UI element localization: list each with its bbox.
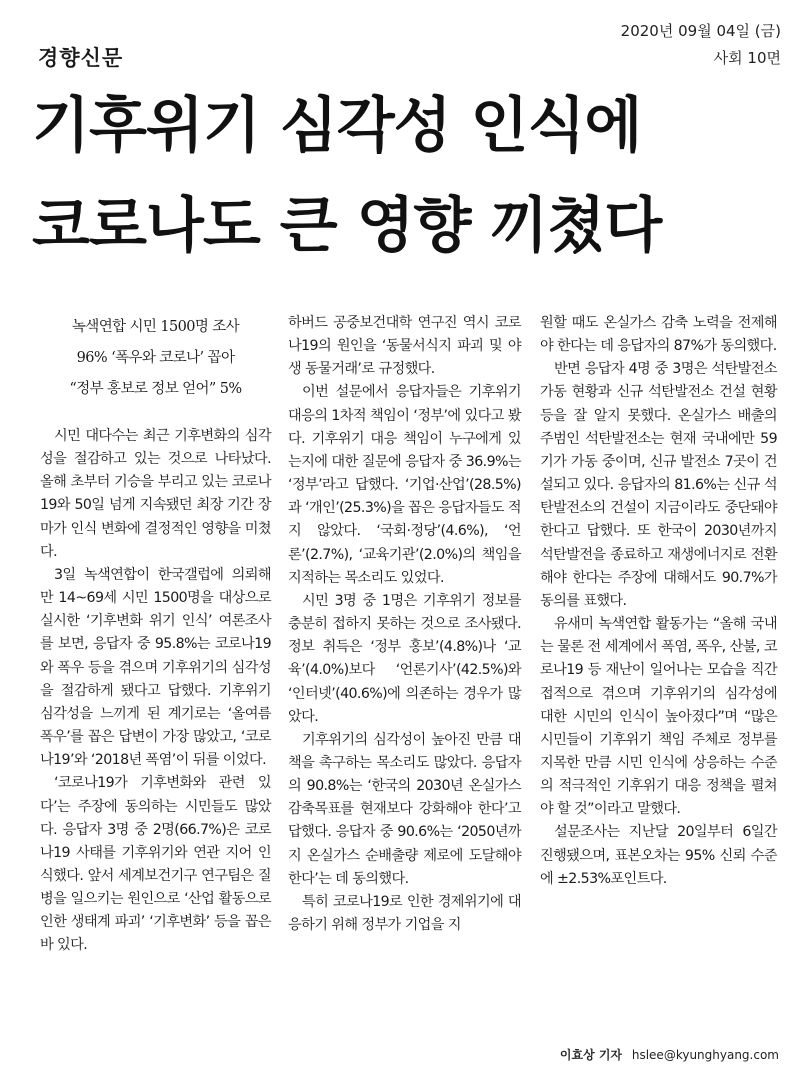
- article-paragraph: 하버드 공중보건대학 연구진 역시 코로나19의 원인을 ‘동물서식지 파괴 및 야생 동물거래’로 규정했다.: [288, 315, 521, 378]
- byline: [560, 1046, 779, 1063]
- reporter-name: 이효상 기자: [559, 1048, 623, 1062]
- section-page: 사회 10면: [713, 49, 781, 67]
- subhead-line: 96% ‘폭우와 코로나’ 꼽아: [76, 350, 235, 366]
- article-paragraph: 특히 코로나19로 인한 경제위기에 대응하기 위해 정부가 기업을 지: [288, 893, 521, 934]
- dateline: [621, 18, 781, 72]
- article-paragraph: ‘코로나19가 기후변화와 관련 있다’는 주장에 동의하는 시민들도 많았다. 응답자 3명 중 2명(66.7%)은 코로나19 사태를 기후위기와 연관 지어 인식했다. 앞서 세계보건기구 연구팀은 질병을 일으키는 원인으로 ‘산업 활동으로 인한 생태계 파괴’ ‘기후변화’ 등을 꼽은 바 있다.: [40, 775, 271, 954]
- article-paragraph: 기후위기의 심각성이 높아진 만큼 대책을 촉구하는 목소리도 많았다. 응답자의 90.8%는 ‘한국의 2030년 온실가스 감축목표를 현재보다 강화해야 한다’고 답했다. 응답자 중 90.6%는 ‘2050년까지 온실가스 순배출량 제로에 도달해야 한다’는 데 동의했다.: [288, 731, 521, 887]
- subheadline: [40, 312, 271, 405]
- headline-line-1: 기후위기 심각성 인식에: [32, 91, 642, 161]
- headline-line-2: 코로나도 큰 영향 끼쳤다: [32, 191, 662, 261]
- article-paragraph: 이번 설문에서 응답자들은 기후위기 대응의 1차적 책임이 ‘정부’에 있다고 봤다. 기후위기 대응 책임이 누구에게 있는지에 대한 질문에 응답자 중 36.9%는 ‘정부’라고 답했다. ‘기업·산업’(28.5%)과 ‘개인’(25.3%)을 꼽은 응답자들도 적지 않았다. ‘국회·정당’(4.6%), ‘언론’(2.7%), ‘교육기관’(2.0%)의 책임을 지적하는 목소리도 있었다.: [288, 384, 521, 586]
- article-column-3: [540, 312, 777, 891]
- article-paragraph: 유새미 녹색연합 활동가는 “올해 국내는 물론 전 세계에서 폭염, 폭우, 산불, 코로나19 등 재난이 일어나는 모습을 직간접적으로 겪으며 기후위기의 심각성에 대한 시민의 인식이 높아졌다”며 “많은 시민들이 기후위기 책임 주체로 정부를 지목한 만큼 시민 인식에 상응하는 수준의 적극적인 기후위기 대응 정책을 펼쳐야 할 것”이라고 말했다.: [540, 616, 777, 818]
- article-column-1: [40, 312, 271, 958]
- article-paragraph: 원할 때도 온실가스 감축 노력을 전제해야 한다는 데 응답자의 87%가 동의했다.: [540, 315, 777, 355]
- publish-date: 2020년 09월 04일 (금): [620, 22, 781, 40]
- article-paragraph: 3일 녹색연합이 한국갤럽에 의뢰해 만 14~69세 시민 1500명을 대상으로 실시한 ‘기후변화 위기 인식’ 여론조사를 보면, 응답자 중 95.8%는 코로나19와 폭우 등을 겪으며 기후위기의 심각성을 절감하게 됐다고 답했다. 기후위기 심각성을 느끼게 된 계기로는 ‘올여름 폭우’를 꼽은 답변이 가장 많았고, ‘코로나19’와 ‘2018년 폭염’이 뒤를 이었다.: [40, 566, 271, 769]
- article-paragraph: 시민 3명 중 1명은 기후위기 정보를 충분히 접하지 못하는 것으로 조사됐다. 정보 취득은 ‘정부 홍보’(4.8%)나 ‘교육’(4.0%)보다 ‘언론기사’(42.5%)와 ‘인터넷’(40.6%)에 의존하는 경우가 많았다.: [288, 592, 521, 725]
- article-paragraph: 반면 응답자 4명 중 3명은 석탄발전소 가동 현황과 신규 석탄발전소 건설 현황 등을 잘 알지 못했다. 온실가스 배출의 주범인 석탄발전소는 현재 국내에만 59기가 가동 중이며, 신규 발전소 7곳이 건설되고 있다. 응답자의 81.6%는 신규 석탄발전소의 건설이 지금이라도 중단돼야 한다고 답했다. 또 한국이 2030년까지 석탄발전을 종료하고 재생에너지로 전환해야 한다는 주장에 대해서도 90.7%가 동의를 표했다.: [540, 361, 777, 609]
- article-column-2: [288, 312, 521, 937]
- subhead-line: 녹색연합 시민 1500명 조사: [71, 319, 240, 335]
- article-paragraph: 시민 대다수는 최근 기후변화의 심각성을 절감하고 있는 것으로 나타났다. 올해 초부터 기승을 부리고 있는 코로나19와 50일 넘게 지속됐던 최장 기간 장마가 인식 변화에 결정적인 영향을 미쳤다.: [40, 428, 271, 560]
- subhead-line: “정부 홍보로 정보 얻어” 5%: [69, 381, 242, 397]
- article-paragraph: 설문조사는 지난달 20일부터 6일간 진행됐으며, 표본오차는 95% 신뢰 수준에 ±2.53%포인트다.: [540, 824, 777, 887]
- newspaper-masthead: 경향신문: [38, 45, 124, 70]
- reporter-email: hslee@kyunghyang.com: [631, 1048, 779, 1062]
